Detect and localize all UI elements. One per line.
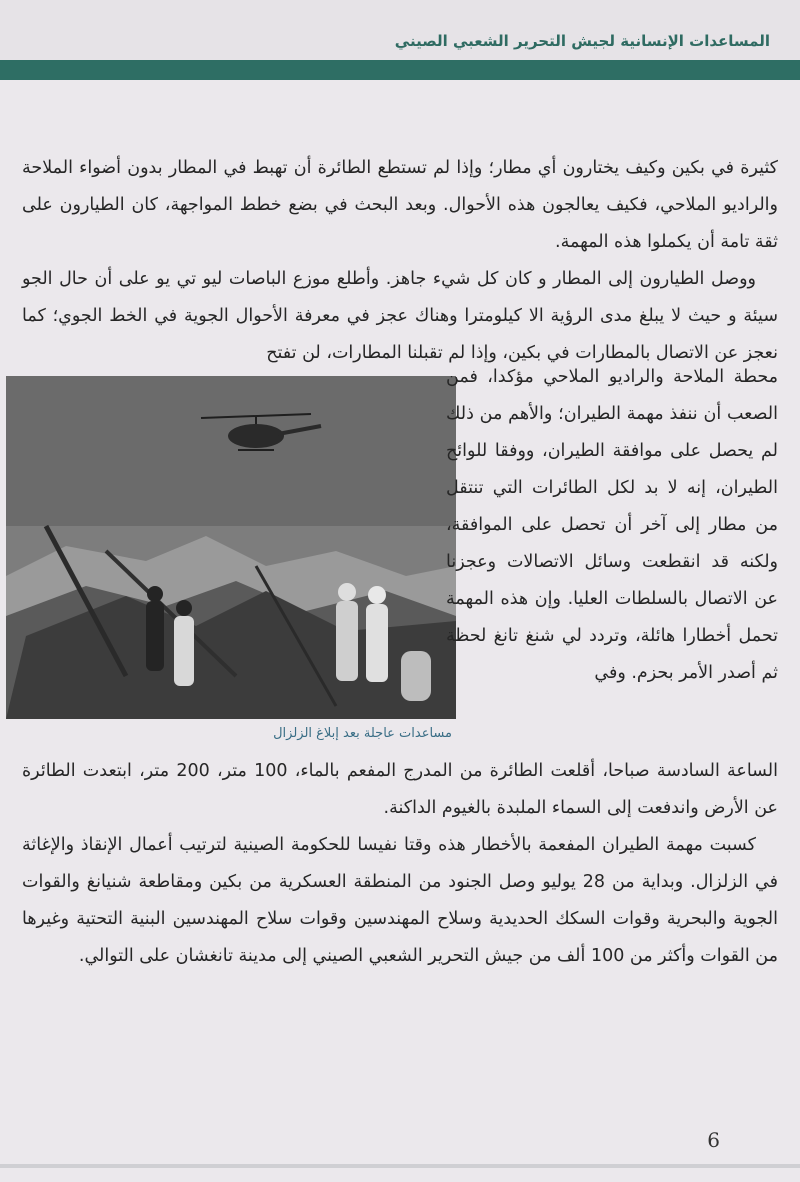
footer-line [0,1164,800,1168]
body-text-top [22,150,778,372]
page-number: 6 [707,1128,720,1152]
body-text-bottom [22,753,778,975]
body-text-side [446,359,778,692]
paragraph: ووصل الطيارون إلى المطار و كان كل شيء جاهز. وأطلع موزع الباصات ليو تي يو على أن حال الجو سيئة و حيث لا يبلغ مدى الرؤية الا كيلومترا وهناك عجز في معرفة الأحوال الجوية في الخط الجوي؛ كما نعجز عن الاتصال بالمطارات في بكين، وإذا لم تقبلنا المطارات، لن تفتح [22,269,778,363]
paragraph: كسبت مهمة الطيران المفعمة بالأخطار هذه وقتا نفيسا للحكومة الصينية لترتيب أعمال الإنقاذ والإغاثة في الزلزال. وبداية من 28 يوليو وصل الجنود من المنطقة العسكرية من بكين ومقاطعة شنيانغ والقوات الجوية والبحرية وقوات السكك الحديدية وسلاح المهندسين وقوات سلاح المهندسين البنية التحتية وغيرها من القوات وأكثر من 100 ألف من جيش التحرير الشعبي الصيني إلى مدينة تانغشان على التوالي. [22,835,778,966]
running-header [0,0,800,60]
paragraph: كثيرة في بكين وكيف يختارون أي مطار؛ وإذا لم تستطع الطائرة أن تهبط في المطار بدون أضواء الملاحة والراديو الملاحي، فكيف يعالجون هذه الأحوال. وبعد البحث في بضع خطط المواجهة، كان الطيارون على ثقة تامة أن يكملوا هذه المهمة. [22,158,778,252]
earthquake-relief-photo [6,376,456,719]
paragraph: الساعة السادسة صباحا، أقلعت الطائرة من المدرج المفعم بالماء، 100 متر، 200 متر، ابتعدت الطائرة عن الأرض واندفعت إلى السماء الملبدة بالغيوم الداكنة. [22,761,778,818]
photo-caption [6,726,456,741]
header-bar [0,60,800,80]
paragraph: محطة الملاحة والراديو الملاحي مؤكدا، فمن الصعب أن ننفذ مهمة الطيران؛ والأهم من ذلك لم يحصل على موافقة الطيران، ووفقا للوائح الطيران، إنه لا بد لكل الطائرات التي تنتقل من مطار إلى آخر أن تحصل على الموافقة، ولكنه قد انقطعت وسائل الاتصالات وعجزنا عن الاتصال بالسلطات العليا. وإن هذه المهمة تحمل أخطارا هائلة، وتردد لي شنغ تانغ لحظة ثم أصدر الأمر بحزم. وفي [446,367,778,683]
photo-illustration [6,376,456,719]
photo-caption-text: مساعدات عاجلة بعد إبلاغ الزلزال [273,726,452,741]
header-title: المساعدات الإنسانية لجيش التحرير الشعبي الصيني [394,32,770,50]
